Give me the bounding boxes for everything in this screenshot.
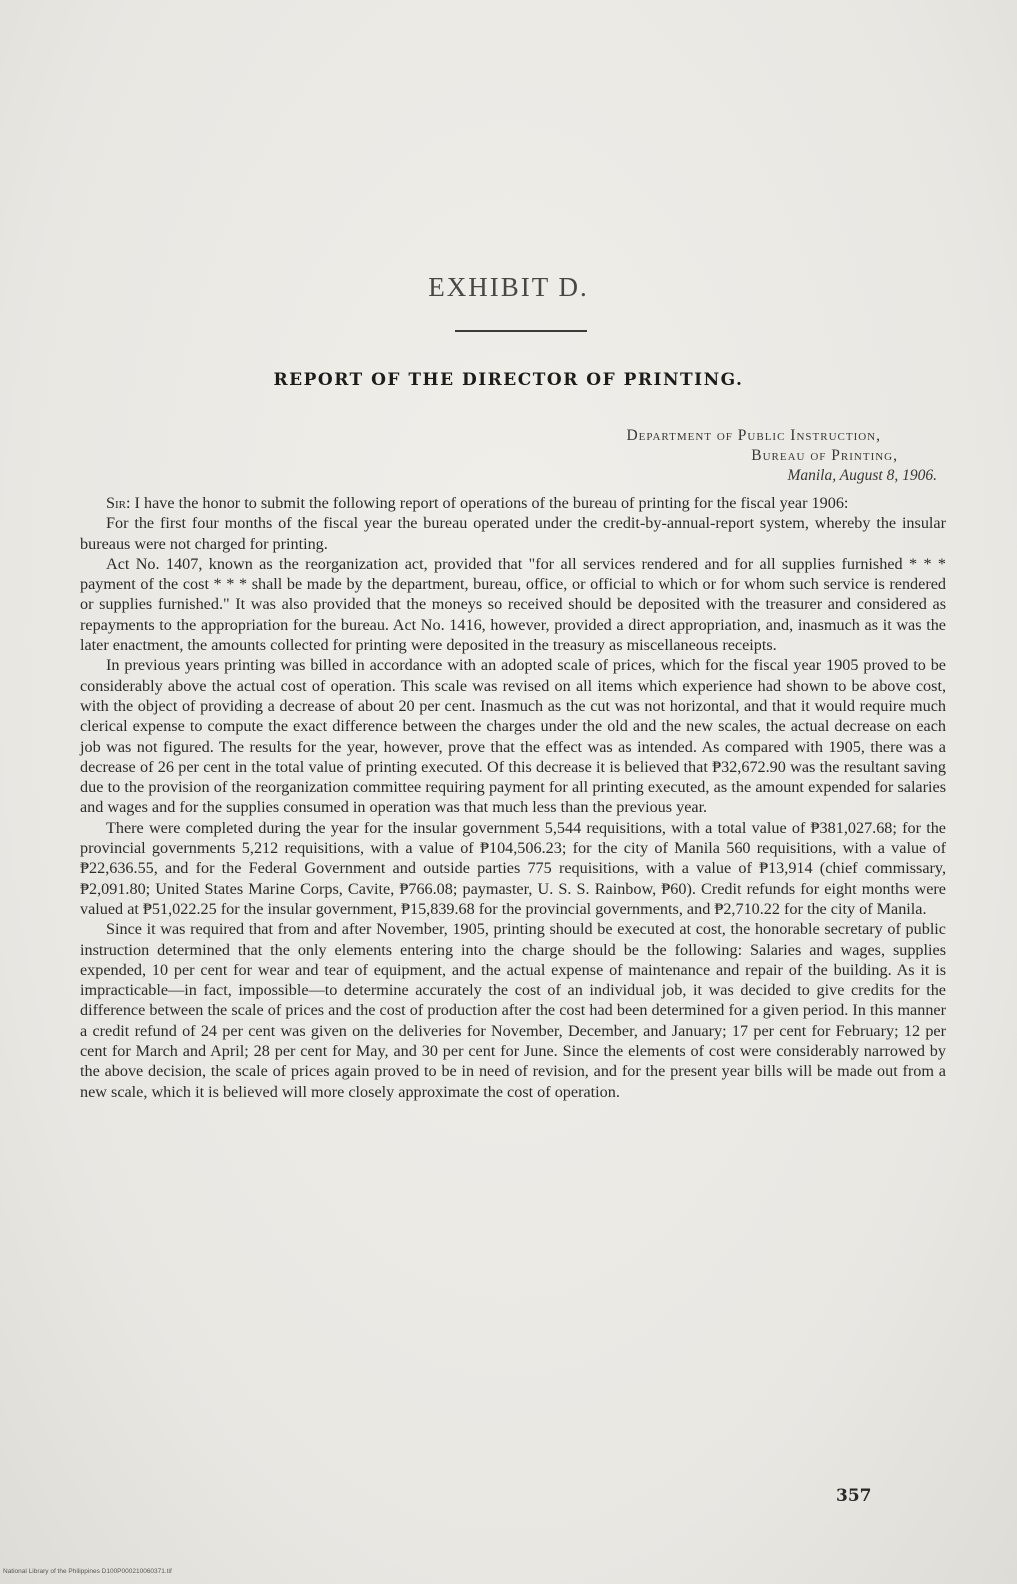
heading-department: Department of Public Instruction, [626, 427, 881, 444]
paragraph: There were completed during the year for the insular government 5,544 requisitions, with a total value of ₱381,027.68; for the provincial governments 5,212 requisitions, with a value of ₱104,506.23; for the city of Manila 560 requisitions, with a value of ₱22,636.55, and for the Federal Government and outside parties 775 requisitions, with a value of ₱13,914 (chief commissary, ₱2,091.80; United States Marine Corps, Cavite, ₱766.08; paymaster, U. S. S. Rainbow, ₱60). Credit refunds for eight months were valued at ₱51,022.25 for the insular government, ₱15,839.68 for the provincial governments, and ₱2,710.22 for the city of Manila. [80, 818, 946, 918]
salutation: Sir [106, 494, 127, 512]
page-number: 357 [836, 1486, 872, 1506]
scan-footer-note: National Library of the Philippines D100P000210060371.tif [3, 1568, 172, 1575]
report-title: REPORT OF THE DIRECTOR OF PRINTING. [273, 370, 744, 390]
paragraph: For the first four months of the fiscal year the bureau operated under the credit-by-annual-report system, whereby the insular bureaus were not charged for printing. [80, 514, 946, 553]
heading-bureau: Bureau of Printing, [751, 447, 898, 464]
report-body [80, 493, 946, 1102]
paragraph: Act No. 1407, known as the reorganization act, provided that "for all services rendered and for all supplies furnished * * * payment of the cost * * * shall be made by the department, bureau, office, or official to which or for whom such service is rendered or supplies furnished." It was also provided that the moneys so received should be deposited with the treasurer and considered as repayments to the appropriation for the bureau. Act No. 1416, however, provided a direct appropriation, and, inasmuch as it was the later enactment, the amounts collected for printing were deposited in the treasury as miscellaneous receipts. [80, 554, 946, 655]
title-rule [455, 330, 587, 332]
exhibit-title: EXHIBIT D. [428, 272, 589, 302]
paragraph-intro [80, 493, 946, 513]
paragraph-intro-text: : I have the honor to submit the following report of operations of the bureau of printing for the fiscal year 1906: [126, 494, 849, 512]
paragraph: In previous years printing was billed in accordance with an adopted scale of prices, which for the fiscal year 1905 proved to be considerably above the actual cost of operation. This scale was revised on all items which experience had shown to be above cost, with the object of providing a decrease of about 20 per cent. Inasmuch as the cut was not horizontal, and that it would require much clerical expense to compute the exact difference between the charges under the old and the new scales, the actual decrease on each job was not figured. The results for the year, however, prove that the effect was as intended. As compared with 1905, there was a decrease of 26 per cent in the total value of printing executed. Of this decrease it is believed that ₱32,672.90 was the resultant saving due to the provision of the reorganization committee requiring payment for all printing executed, as the amount expended for salaries and wages and for the supplies consumed in operation was that much less than the previous year. [80, 656, 946, 817]
letter-heading [626, 426, 937, 486]
heading-date: Manila, August 8, 1906. [787, 467, 937, 484]
paragraph: Since it was required that from and after November, 1905, printing should be executed at cost, the honorable secretary of public instruction determined that the only elements entering into the charge should be the following: Salaries and wages, supplies expended, 10 per cent for wear and tear of equipment, and the actual expense of maintenance and repair of the building. As it is impracticable—in fact, impossible—to determine accurately the cost of an individual job, it was decided to give credits for the difference between the scale of prices and the cost of production after the cost had been determined for a given period. In this manner a credit refund of 24 per cent was given on the deliveries for November, December, and January; 17 per cent for February; 12 per cent for March and April; 28 per cent for May, and 30 per cent for June. Since the elements of cost were considerably narrowed by the above decision, the scale of prices again proved to be in need of revision, and for the present year bills will be made out from a new scale, which it is believed will more closely approximate the cost of operation. [80, 920, 946, 1101]
